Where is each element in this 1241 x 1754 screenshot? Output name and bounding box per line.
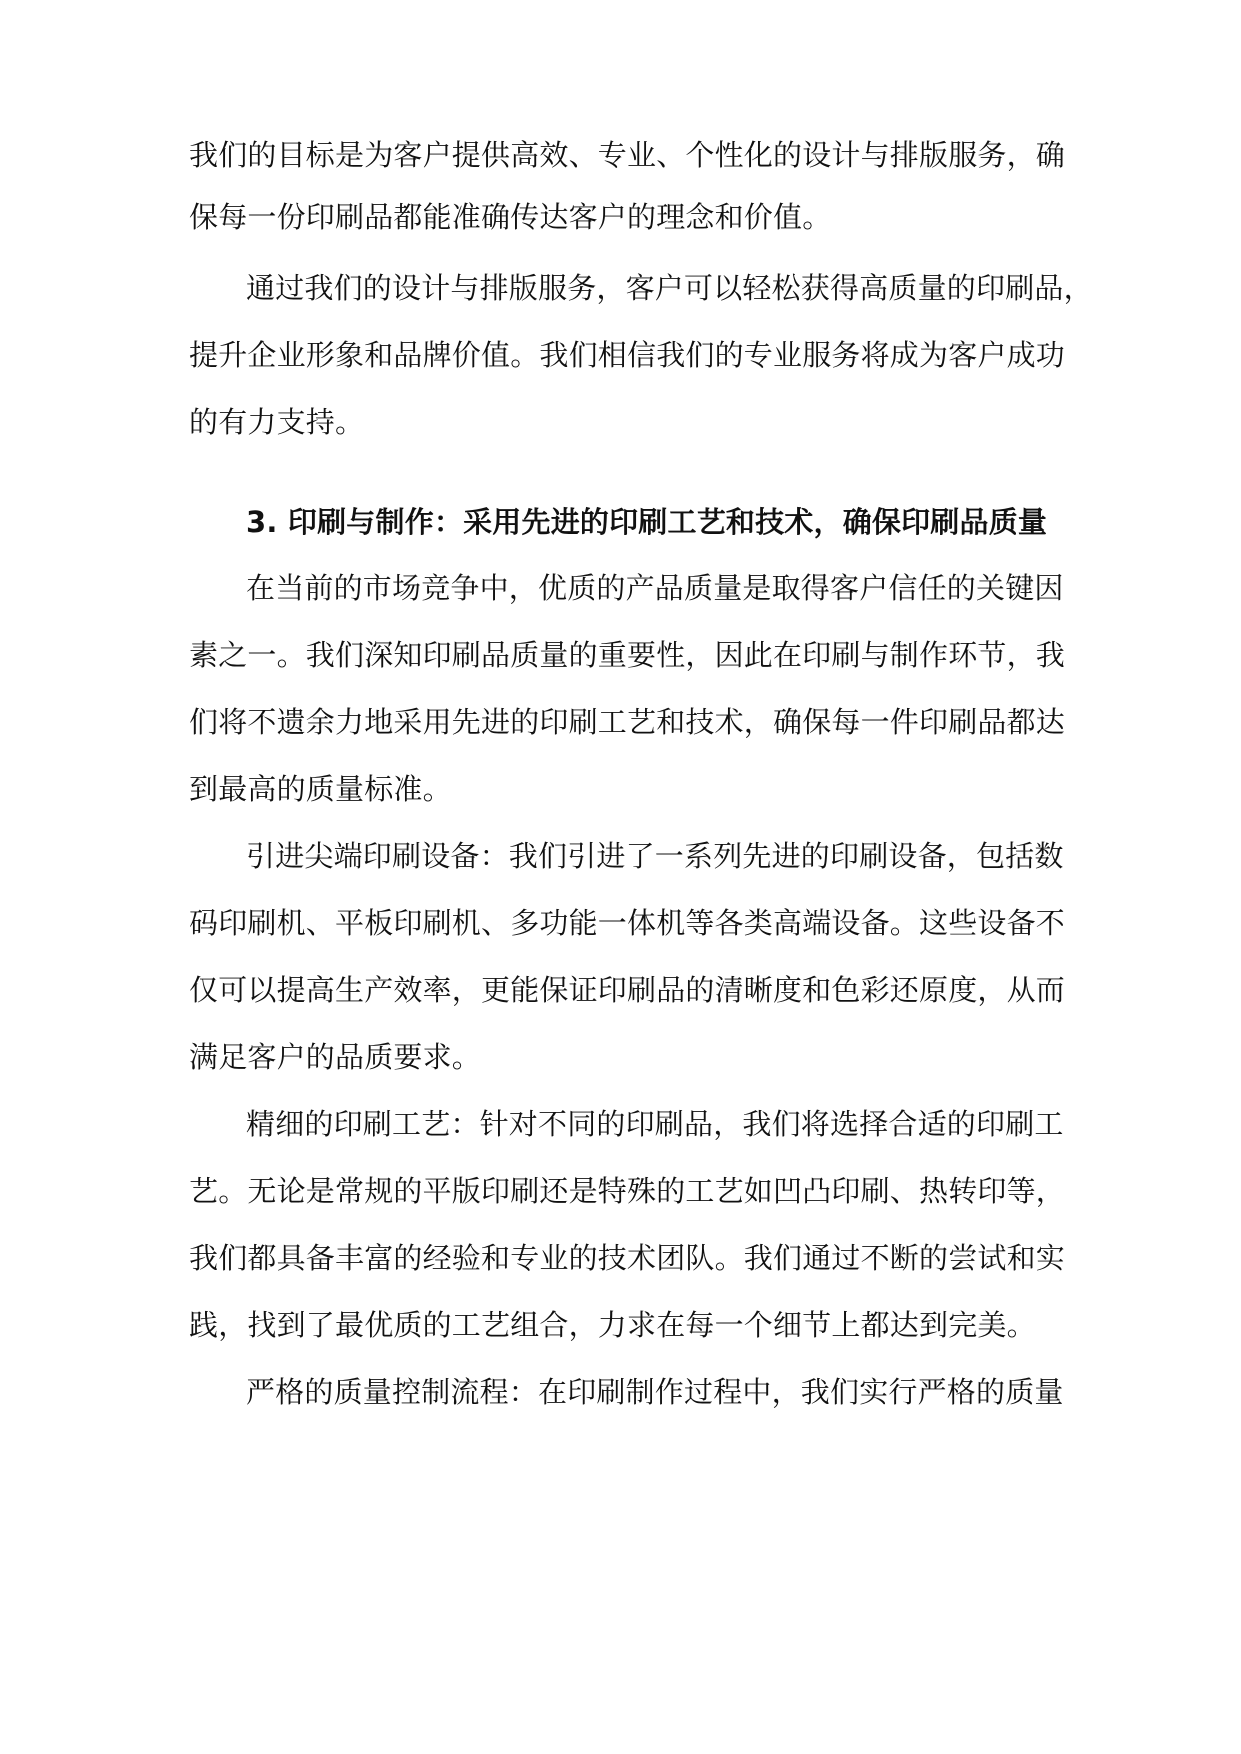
paragraph-line: 提升企业形象和品牌价值。我们相信我们的专业服务将成为客户成功 [189,338,1066,372]
paragraph-line: 素之一。我们深知印刷品质量的重要性，因此在印刷与制作环节，我 [189,638,1066,672]
paragraph-line: 到最高的质量标准。 [189,772,452,806]
paragraph-line: 码印刷机、平板印刷机、多功能一体机等各类高端设备。这些设备不 [189,906,1066,940]
paragraph-line: 艺。无论是常规的平版印刷还是特殊的工艺如凹凸印刷、热转印等， [189,1174,1066,1208]
paragraph-line: 们将不遗余力地采用先进的印刷工艺和技术，确保每一件印刷品都达 [189,705,1066,739]
paragraph-line: 我们的目标是为客户提供高效、专业、个性化的设计与排版服务，确 [189,138,1066,172]
paragraph-line: 通过我们的设计与排版服务，客户可以轻松获得高质量的印刷品， [246,271,1093,305]
paragraph-line: 的有力支持。 [189,405,365,439]
paragraph-line: 践，找到了最优质的工艺组合，力求在每一个细节上都达到完美。 [189,1308,1036,1342]
paragraph-line: 保每一份印刷品都能准确传达客户的理念和价值。 [189,200,832,234]
paragraph-line: 引进尖端印刷设备：我们引进了一系列先进的印刷设备，包括数 [246,839,1064,873]
paragraph-line: 精细的印刷工艺：针对不同的印刷品，我们将选择合适的印刷工 [246,1107,1064,1141]
paragraph-line: 仅可以提高生产效率，更能保证印刷品的清晰度和色彩还原度，从而 [189,973,1066,1007]
paragraph-line: 在当前的市场竞争中，优质的产品质量是取得客户信任的关键因 [246,571,1064,605]
paragraph-line: 我们都具备丰富的经验和专业的技术团队。我们通过不断的尝试和实 [189,1241,1066,1275]
paragraph-line: 满足客户的品质要求。 [189,1040,482,1074]
paragraph-line: 严格的质量控制流程：在印刷制作过程中，我们实行严格的质量 [246,1375,1064,1409]
section-heading: 3. 印刷与制作：采用先进的印刷工艺和技术，确保印刷品质量 [246,505,1048,539]
